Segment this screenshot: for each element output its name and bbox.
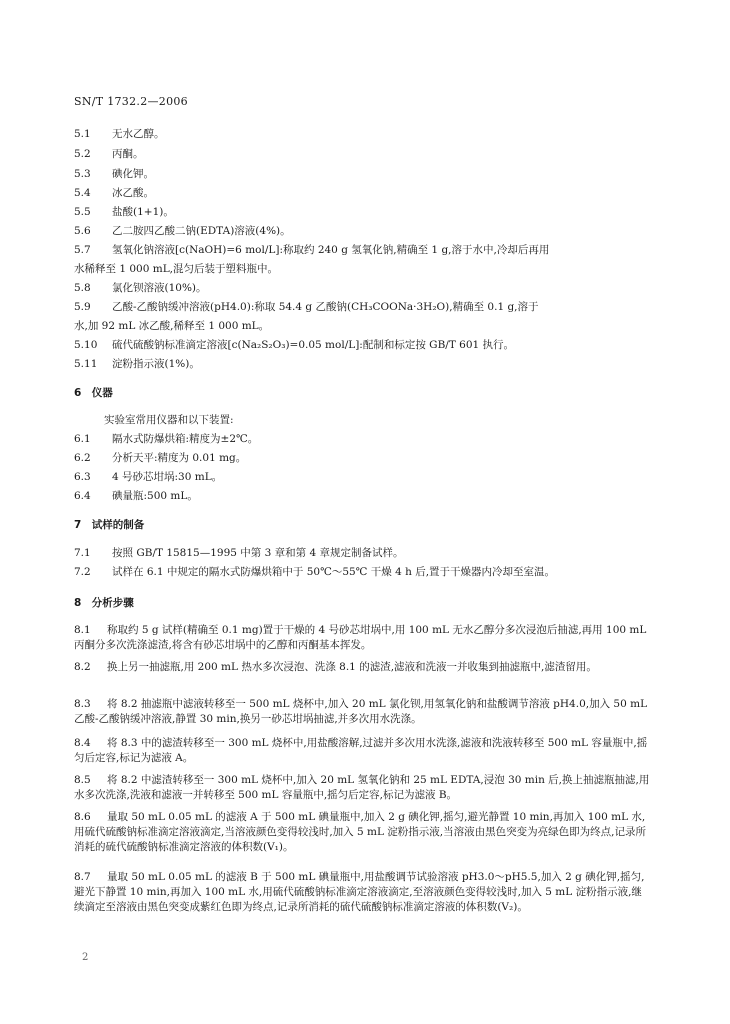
list-item: 5.2 丙酮。 bbox=[74, 148, 144, 160]
list-item: 5.5 盐酸(1+1)。 bbox=[74, 206, 174, 218]
page-mark: 2 bbox=[82, 952, 89, 963]
list-item: 5.3 碘化钾。 bbox=[74, 168, 154, 180]
list-item: 5.9 乙酸-乙酸钠缓冲溶液(pH4.0):称取 54.4 g 乙酸钠(CH₃COONa·3H₂O),精确至 0.1 g,溶于 bbox=[74, 301, 539, 313]
standard-number-header: SN/T 1732.2—2006 bbox=[74, 95, 188, 108]
list-item: 7.1 按照 GB/T 15815—1995 中第 3 章和第 4 章规定制备试样。 bbox=[74, 547, 404, 559]
list-item: 7.2 试样在 6.1 中规定的隔水式防爆烘箱中于 50℃～55℃ 干燥 4 h 后,置于干燥器内冷却至室温。 bbox=[74, 566, 556, 578]
list-item: 6.1 隔水式防爆烘箱:精度为±2℃。 bbox=[74, 433, 259, 445]
procedure-paragraph: 8.5 将 8.2 中滤渣转移至一 300 mL 烧杯中,加入 20 mL 氢氧化钠和 25 mL EDTA,浸泡 30 min 后,换上抽滤瓶抽滤,用水多次洗涤,洗液和滤液一并转移至 500 mL 容量瓶中,摇匀后定容,标记为滤液 B。 bbox=[74, 774, 650, 801]
list-item: 5.10 硫代硫酸钠标准滴定溶液[c(Na₂S₂O₃)=0.05 mol/L]:配制和标定按 GB/T 601 执行。 bbox=[74, 339, 515, 351]
list-item: 5.1 无水乙醇。 bbox=[74, 128, 165, 140]
procedure-paragraph: 8.3 将 8.2 抽滤瓶中滤液转移至一 500 mL 烧杯中,加入 20 mL 氯化钡,用氢氧化钠和盐酸调节溶液 pH4.0,加入 50 mL 乙酸-乙酸钠缓冲溶液,静置 30 min,换另一砂芯坩埚抽滤,并多次用水洗涤。 bbox=[74, 698, 648, 725]
procedure-paragraph: 8.2 换上另一抽滤瓶,用 200 mL 热水多次浸泡、洗涤 8.1 的滤渣,滤液和洗液一并收集到抽滤瓶中,滤渣留用。 bbox=[74, 661, 597, 673]
procedure-paragraph: 8.7 量取 50 mL 0.05 mL 的滤液 B 于 500 mL 碘量瓶中,用盐酸调节试验溶液 pH3.0～pH5.5,加入 2 g 碘化钾,摇匀,避光下静置 10 min,再加入 100 mL 水,用硫代硫酸钠标准滴定溶液滴定,至溶液颜色变得较浅时,加入 5 mL 淀粉指示液,继续滴定至溶液由黑色突变成紫红色即为终点,记录所消耗的硫代硫酸钠标准滴定溶液的体积数(V₂)。 bbox=[74, 871, 645, 913]
list-item: 5.8 氯化钡溶液(10%)。 bbox=[74, 282, 207, 294]
list-item: 6.3 4 号砂芯坩埚:30 mL。 bbox=[74, 471, 223, 483]
procedure-paragraph: 8.6 量取 50 mL 0.05 mL 的滤液 A 于 500 mL 碘量瓶中,加入 2 g 碘化钾,摇匀,避光静置 10 min,再加入 100 mL 水,用硫代硫酸钠标准滴定溶液滴定,当溶液颜色变得较浅时,加入 5 mL 淀粉指示液,当溶液由黑色突变为亮绿色即为终点,记录所消耗的硫代硫酸钠标准滴定溶液的体积数(V₁)。 bbox=[74, 811, 646, 853]
section-heading: 8 分析步骤 bbox=[74, 597, 134, 609]
list-item: 5.11 淀粉指示液(1%)。 bbox=[74, 358, 200, 370]
section-heading: 6 仪器 bbox=[74, 387, 113, 399]
list-item: 6.4 碘量瓶:500 mL。 bbox=[74, 490, 198, 502]
list-item-continuation: 水稀释至 1 000 mL,混匀后装于塑料瓶中。 bbox=[74, 263, 279, 275]
list-item: 5.4 冰乙酸。 bbox=[74, 187, 154, 199]
procedure-paragraph: 8.4 将 8.3 中的滤渣转移至一 300 mL 烧杯中,用盐酸溶解,过滤并多次用水洗涤,滤液和洗液转移至 500 mL 容量瓶中,摇匀后定容,标记为滤液 A。 bbox=[74, 737, 648, 764]
list-item: 5.6 乙二胺四乙酸二钠(EDTA)溶液(4%)。 bbox=[74, 225, 291, 237]
list-item: 6.2 分析天平:精度为 0.01 mg。 bbox=[74, 452, 247, 464]
list-item-continuation: 水,加 92 mL 冰乙酸,稀释至 1 000 mL。 bbox=[74, 320, 270, 332]
section-intro: 实验室常用仪器和以下装置: bbox=[104, 414, 234, 426]
procedure-paragraph: 8.1 称取约 5 g 试样(精确至 0.1 mg)置于干燥的 4 号砂芯坩埚中,用 100 mL 无水乙醇分多次浸泡后抽滤,再用 100 mL 丙酮分多次洗涤滤渣,将含有砂芯坩埚中的乙醇和丙酮基本挥发。 bbox=[74, 624, 647, 651]
list-item: 5.7 氢氧化钠溶液[c(NaOH)=6 mol/L]:称取约 240 g 氢氧化钠,精确至 1 g,溶于水中,冷却后再用 bbox=[74, 244, 550, 256]
section-heading: 7 试样的制备 bbox=[74, 519, 145, 531]
